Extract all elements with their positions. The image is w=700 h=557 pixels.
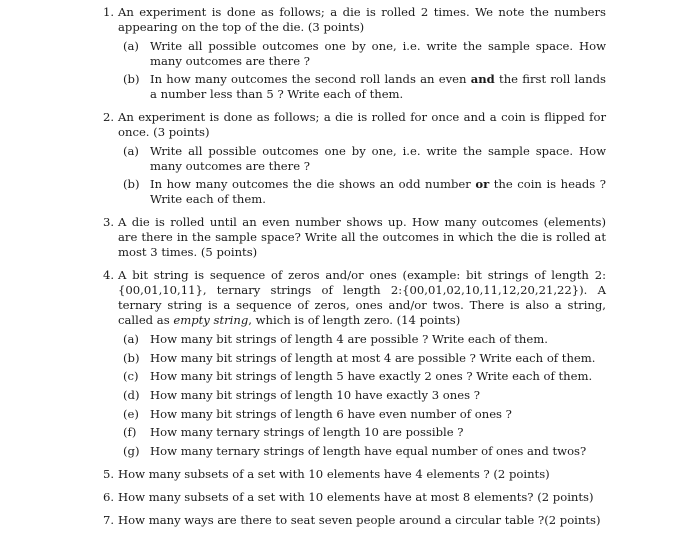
subquestion-1b <box>123 72 606 102</box>
question-2 <box>103 110 606 207</box>
question-list <box>103 5 606 528</box>
subquestion-letter: (a) <box>123 332 139 346</box>
subquestion-text: Write all possible outcomes one by one, i.e. write the sample space. How many outcomes are there ? <box>150 39 606 68</box>
subquestion-text-before: In how many outcomes the die shows an odd number <box>150 177 476 191</box>
subquestion-text: How many bit strings of length at most 4 are possible ? Write each of them. <box>150 350 596 365</box>
subquestion-letter: (c) <box>123 369 139 384</box>
subquestion-list <box>118 332 606 459</box>
question-text-before: A bit string is sequence of zeros and/or ones (example: bit strings of length 2:{00,01,10,11}, ternary strings of length 2:{00,01,02,10,11,12,20,21,22}). A ternary string is a sequence of zeros, ones and/or twos. There is also a string, called as <box>118 268 606 327</box>
question-number: 6. <box>103 490 115 505</box>
subquestion-text-before: In how many outcomes the second roll lands an even <box>150 72 471 86</box>
question-7 <box>103 513 606 528</box>
question-emphasis: empty string <box>173 313 249 327</box>
subquestion-letter: (d) <box>123 388 140 403</box>
subquestion-4b <box>123 351 606 366</box>
subquestion-4f <box>123 425 606 440</box>
question-text: An experiment is done as follows; a die is rolled for once and a coin is flipped for once. (3 points) <box>118 110 606 139</box>
question-number: 2. <box>103 110 115 124</box>
subquestion-text: How many bit strings of length 5 have exactly 2 ones ? Write each of them. <box>150 369 593 384</box>
subquestion-text-after: the first roll lands a number less than 5 ? Write each of them. <box>150 72 606 101</box>
question-4 <box>103 268 606 459</box>
subquestion-letter: (f) <box>123 425 137 440</box>
subquestion-text-after: the coin is heads ? Write each of them. <box>150 177 607 206</box>
question-text: A die is rolled until an even number shows up. How many outcomes (elements) are there in the sample space? Write all the outcomes in which the die is rolled at most 3 times. (5 points) <box>118 215 606 259</box>
question-text-after: , which is of length zero. (14 points) <box>248 313 461 327</box>
subquestion-text: How many bit strings of length 4 are possible ? Write each of them. <box>150 332 548 346</box>
subquestion-4c <box>123 369 606 384</box>
subquestion-list <box>118 144 606 207</box>
question-text: An experiment is done as follows; a die is rolled 2 times. We note the numbers appearing on the top of the die. (3 points) <box>118 5 606 34</box>
subquestion-emphasis: and <box>470 72 495 86</box>
subquestion-letter: (b) <box>123 72 140 86</box>
subquestion-letter: (a) <box>123 39 139 53</box>
question-number: 3. <box>103 215 115 229</box>
question-text: How many subsets of a set with 10 elements have 4 elements ? (2 points) <box>118 467 550 482</box>
subquestion-2b <box>123 177 606 207</box>
question-3 <box>103 215 606 260</box>
subquestion-1a <box>123 39 606 69</box>
question-number: 5. <box>103 467 115 482</box>
subquestion-emphasis: or <box>475 177 490 191</box>
question-number: 4. <box>103 268 115 282</box>
subquestion-text: How many bit strings of length 6 have even number of ones ? <box>150 406 512 421</box>
subquestion-letter: (a) <box>123 144 139 158</box>
subquestion-4g <box>123 444 606 459</box>
subquestion-text: Write all possible outcomes one by one, i.e. write the sample space. How many outcomes are there ? <box>150 144 606 173</box>
subquestion-text: How many bit strings of length 10 have exactly 3 ones ? <box>150 388 480 403</box>
subquestion-4d <box>123 388 606 403</box>
subquestion-list <box>118 39 606 102</box>
question-number: 1. <box>103 5 115 19</box>
question-6 <box>103 490 606 505</box>
subquestion-text: How many ternary strings of length have equal number of ones and twos? <box>150 444 587 459</box>
question-text: How many subsets of a set with 10 elements have at most 8 elements? (2 points) <box>118 490 594 505</box>
subquestion-letter: (b) <box>123 177 140 191</box>
subquestion-2a <box>123 144 606 174</box>
question-number: 7. <box>103 513 115 528</box>
subquestion-letter: (g) <box>123 444 140 459</box>
subquestion-letter: (e) <box>123 406 139 421</box>
question-text: How many ways are there to seat seven people around a circular table ?(2 points) <box>118 513 601 528</box>
subquestion-text: How many ternary strings of length 10 are possible ? <box>150 425 464 440</box>
subquestion-letter: (b) <box>123 350 140 365</box>
question-text <box>118 268 606 328</box>
question-1 <box>103 5 606 102</box>
subquestion-4e <box>123 407 606 422</box>
question-5 <box>103 467 606 482</box>
subquestion-4a <box>123 332 606 347</box>
